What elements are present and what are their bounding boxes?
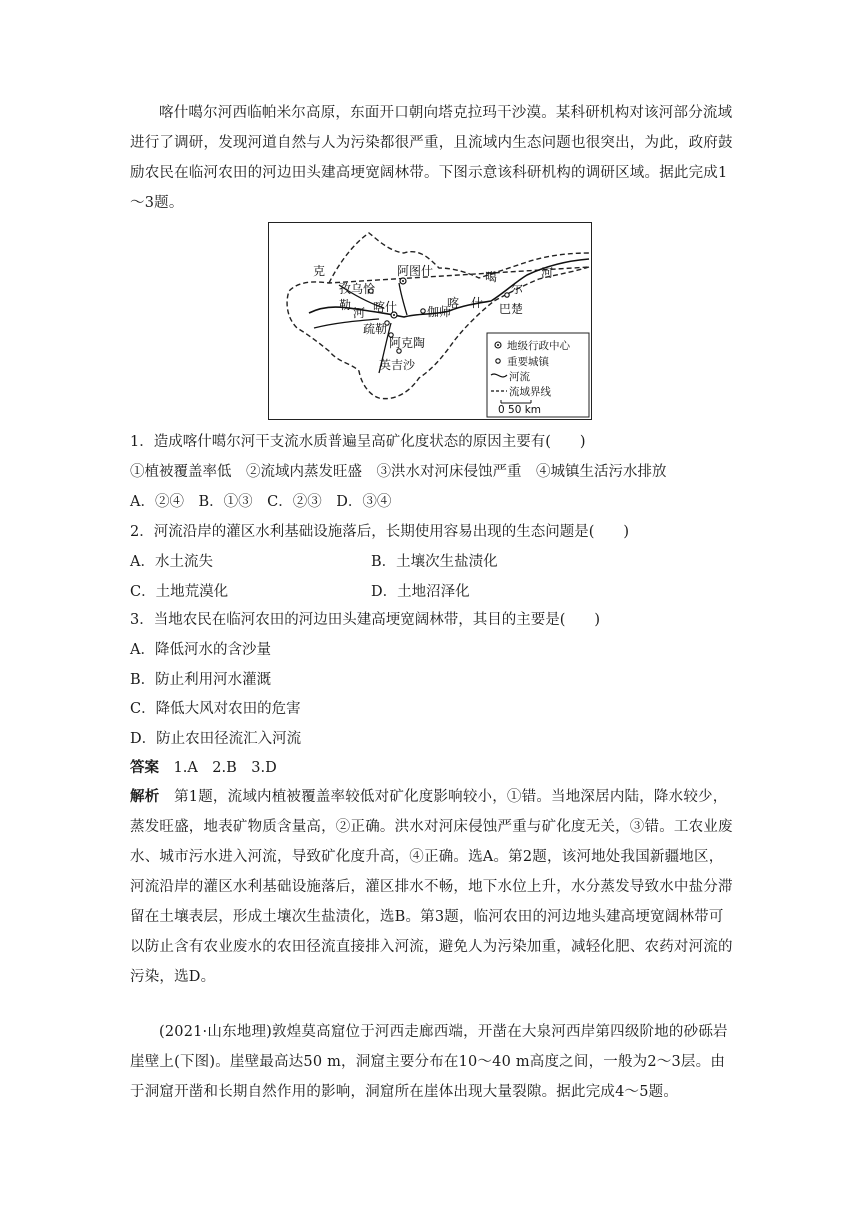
q2-row-2 [130,577,735,607]
label-atushi: 阿图什 [397,264,434,278]
q2-option-d: D．土地沼泽化 [371,584,470,600]
label-yingjisha: 英吉沙 [379,358,416,372]
label-kashi: 喀什 [373,300,398,314]
answer-line [130,753,277,783]
label-ga: 噶 [485,270,498,284]
analysis-text: 第1题，流域内植被覆盖率较低对矿化度影响较小，①错。当地深居内陆，降水较少，蒸发旺盛，地表矿物质含量高，②正确。洪水对河床侵蚀严重与矿化度无关，③错。工农业废水、城市污水进入河流，导致矿化度升高，④正确。选A。第2题，该河地处我国新疆地区，河流沿岸的灌区水利基础设施落后，灌区排水不畅，地下水位上升，水分蒸发导致水中盐分滞留在土壤表层，形成土壤次生盐渍化，选B。第3题，临河农田的河边地头建高埂宽阔林带可以防止含有农业废水的农田径流直接排入河流，避免人为污染加重，减轻化肥、农药对河流的污染，选D。 [130,789,733,985]
label-shi2: 什 [471,296,484,310]
q1-choices: A．②④ B．①③ C．②③ D．③④ [130,494,392,510]
intro-paragraph-1: 喀什噶尔河西临帕米尔高原，东面开口朝向塔克拉玛干沙漠。某科研机构对该河部分流域进行了调研，发现河道自然与人为污染都很严重，且流域内生态问题也很突出，为此，政府鼓励农民在临河农田的河边田头建高埂宽阔林带。下图示意该科研机构的调研区域。据此完成1～3题。 [130,105,733,211]
jiashi-town-marker [421,309,425,313]
label-ke: 克 [313,264,326,278]
label-shule: 疏勒 [363,322,388,336]
q1-options: ①植被覆盖率低 ②流域内蒸发旺盛 ③洪水对河床侵蚀严重 ④城镇生活污水排放 [130,464,667,480]
legend-town: 重要城镇 [507,356,549,368]
analysis-paragraph [130,782,735,992]
intro-paragraph-2: (2021·山东地理)敦煌莫高窟位于河西走廊西端，开凿在大泉河西岸第四级阶地的砂砾岩崖壁上(下图)。崖壁最高达50 m，洞窟主要分布在10～40 m高度之间，一般为2～3层。由于洞窟开凿和长期自然作用的影响，洞窟所在崖体出现大量裂隙。据此完成4～5题。 [130,1024,728,1100]
legend-boundary: 流域界线 [509,386,551,398]
analysis-label: 解析 [130,788,160,805]
q2-row-1 [130,547,735,577]
label-aketao: 阿克陶 [389,336,426,350]
label-he-left: 河 [353,306,366,320]
label-meiwuqia: 孜乌恰 [339,282,376,296]
q1-stem: 1．造成喀什噶尔河干支流水质普遍呈高矿化度状态的原因主要有( ) [130,434,586,450]
map-drawing [269,223,591,419]
survey-region-map [268,222,592,420]
q3-option-a: A．降低河水的含沙量 [130,642,271,658]
legend-river: 河流 [509,371,530,383]
q2-stem: 2．河流沿岸的灌区水利基础设施落后，长期使用容易出现的生态问题是( ) [130,524,630,540]
legend-scale: 0 50 km [498,404,542,416]
q2-option-b: B．土壤次生盐渍化 [371,554,498,570]
label-ka2: 喀 [447,296,460,310]
q2-option-a: A．水土流失 [130,554,213,570]
q3-option-d: D．防止农田径流汇入河流 [130,731,302,747]
tributary-atushi [399,283,407,315]
label-he-right: 河 [541,266,554,280]
label-bachu: 巴楚 [499,302,524,316]
label-le: 勒 [339,298,352,312]
label-jiashi: 伽师 [427,305,452,319]
legend-admin-center: 地级行政中心 [507,340,570,352]
q3-option-c: C．降低大风对农田的危害 [130,701,301,717]
answer-text: 1.A 2.B 3.D [159,760,277,776]
q3-stem: 3．当地农民在临河农田的河边田头建高埂宽阔林带，其目的主要是( ) [130,612,601,628]
map-legend [487,333,589,417]
answer-label: 答案 [130,759,159,776]
label-er: 尔 [511,282,524,296]
q3-option-b: B．防止利用河水灌溉 [130,672,272,688]
q2-option-c: C．土地荒漠化 [130,584,229,600]
bachu-town-marker [505,293,509,297]
